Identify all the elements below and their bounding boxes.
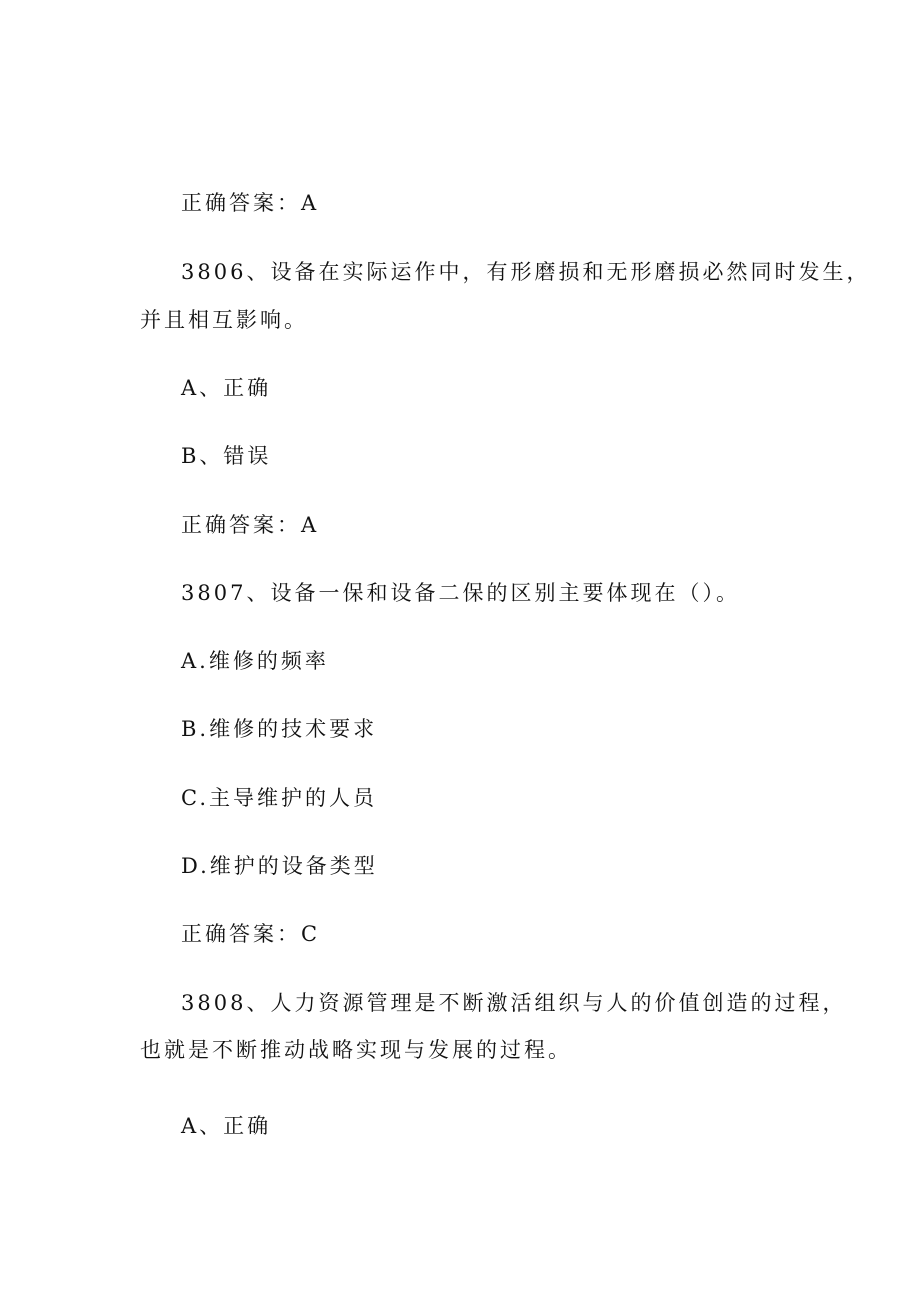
option-a: A、正确 bbox=[181, 376, 272, 400]
question-text-line-1: 3808、人力资源管理是不断激活组织与人的价值创造的过程， bbox=[181, 991, 847, 1015]
answer-line: 正确答案：A bbox=[181, 513, 320, 537]
answer-line: 正确答案：C bbox=[181, 922, 321, 946]
question-text: 3807、设备一保和设备二保的区别主要体现在（）。 bbox=[181, 581, 740, 605]
option-c: C.主导维护的人员 bbox=[181, 786, 377, 810]
option-a: A、正确 bbox=[181, 1114, 272, 1138]
question-text-line-2: 并且相互影响。 bbox=[140, 308, 308, 332]
option-b: B、错误 bbox=[181, 444, 272, 468]
option-d: D.维护的设备类型 bbox=[181, 854, 378, 878]
option-a: A.维修的频率 bbox=[181, 649, 329, 673]
question-text-line-1: 3806、设备在实际运作中，有形磨损和无形磨损必然同时发生， bbox=[181, 260, 871, 284]
question-text-line-2: 也就是不断推动战略实现与发展的过程。 bbox=[140, 1038, 572, 1062]
option-b: B.维修的技术要求 bbox=[181, 717, 378, 741]
answer-line: 正确答案：A bbox=[181, 191, 320, 215]
